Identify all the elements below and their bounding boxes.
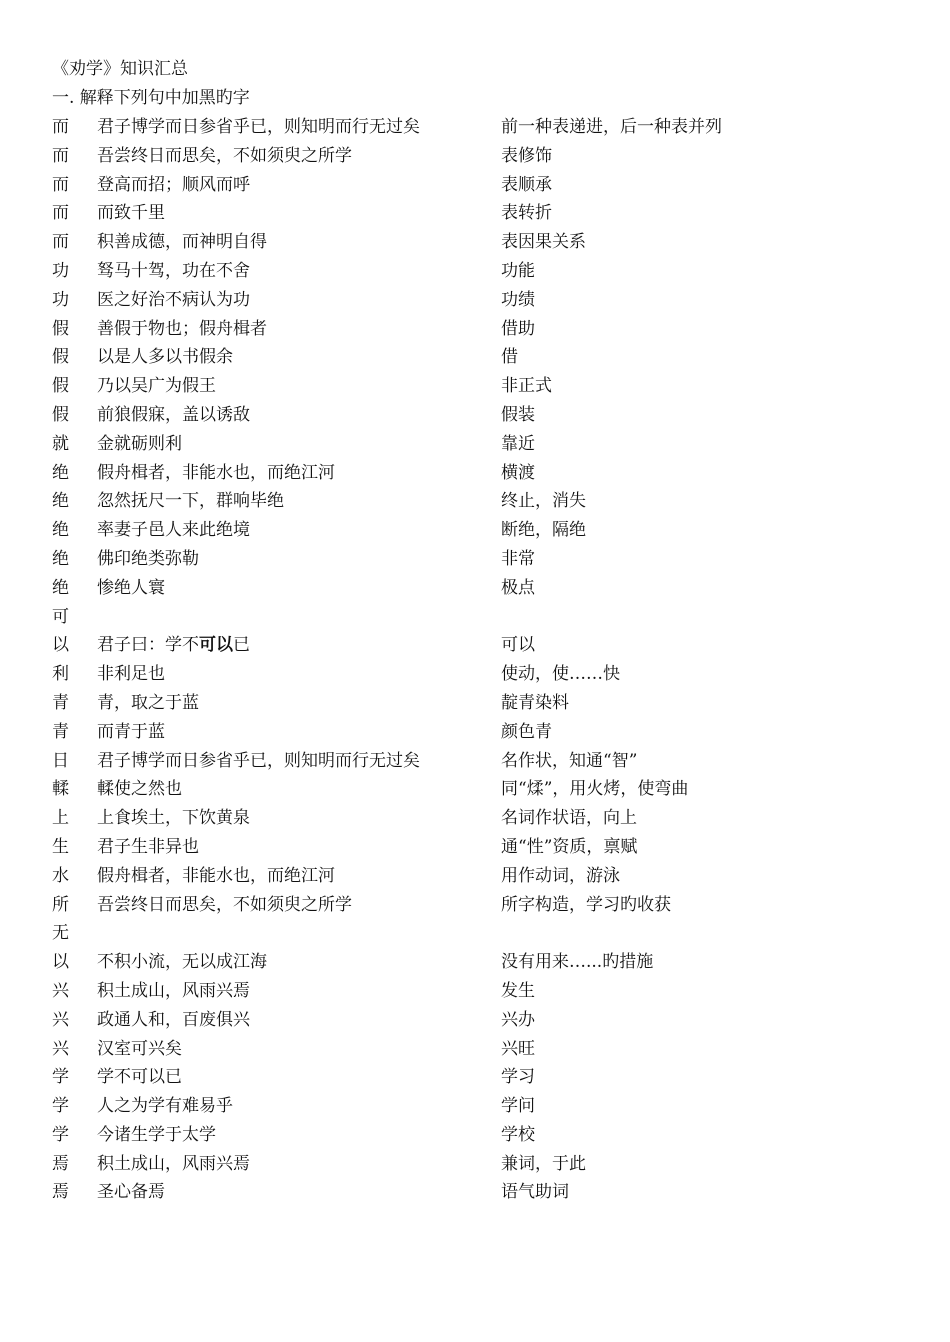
- keyword-char: 利: [52, 664, 69, 685]
- keyword-char: 无: [52, 923, 69, 944]
- example-sentence: 不积小流，无以成江海: [97, 952, 267, 973]
- meaning-text: 前一种表递进，后一种表并列: [501, 117, 722, 137]
- keyword-char: 而: [52, 174, 69, 195]
- glossary-row: [0, 260, 950, 289]
- glossary-row: [0, 634, 950, 663]
- meaning-text: 学校: [501, 1124, 535, 1145]
- meaning-text: 同“煣”，用火烤，使弯曲: [501, 779, 689, 800]
- example-sentence: 政通人和，百废俱兴: [97, 1009, 250, 1030]
- example-sentence: 輮使之然也: [97, 779, 182, 800]
- meaning-text: 名作状，知通“智”: [501, 750, 638, 771]
- glossary-row: [0, 865, 950, 894]
- example-sentence: 驽马十驾，功在不舍: [97, 260, 250, 281]
- meaning-text: 终止，消失: [501, 491, 586, 512]
- meaning-text: 学习: [501, 1067, 535, 1088]
- example-sentence: 吾尝终日而思矣，不如须臾之所学: [97, 145, 352, 166]
- glossary-row: [0, 1095, 950, 1124]
- meaning-text: 语气助词: [501, 1182, 569, 1203]
- meaning-text: 表转折: [501, 203, 552, 224]
- example-sentence: 而致千里: [97, 203, 165, 224]
- glossary-row: [0, 750, 950, 779]
- glossary-row: [0, 289, 950, 318]
- keyword-char: 而: [52, 203, 69, 224]
- keyword-char: 而: [52, 117, 69, 137]
- glossary-row: [0, 116, 950, 145]
- meaning-text: 可以: [501, 635, 535, 656]
- glossary-row: [0, 145, 950, 174]
- meaning-text: 表顺承: [501, 174, 552, 195]
- glossary-row: [0, 721, 950, 750]
- example-sentence: 乃以吴广为假王: [97, 376, 216, 397]
- glossary-row: [0, 1153, 950, 1182]
- keyword-char: 兴: [52, 1009, 69, 1030]
- example-sentence: 忽然抚尺一下，群响毕绝: [97, 491, 284, 512]
- meaning-text: 颜色青: [501, 721, 552, 742]
- keyword-char: 所: [52, 894, 69, 915]
- meaning-text: 兴旺: [501, 1038, 535, 1059]
- keyword-char: 绝: [52, 577, 69, 598]
- glossary-row: [0, 980, 950, 1009]
- example-sentence: 君子博学而日参省乎已，则知明而行无过矣: [97, 117, 420, 137]
- keyword-char: 绝: [52, 548, 69, 569]
- example-sentence: 登高而招；顺风而呼: [97, 174, 250, 195]
- meaning-text: 学问: [501, 1096, 535, 1117]
- meaning-text: 兴办: [501, 1009, 535, 1030]
- keyword-char: 輮: [52, 779, 69, 800]
- meaning-text: 用作动词，游泳: [501, 865, 620, 886]
- glossary-list: [0, 116, 950, 1210]
- glossary-row: [0, 1038, 950, 1067]
- meaning-text: 假装: [501, 404, 535, 425]
- keyword-char: 青: [52, 692, 69, 713]
- example-sentence: 上食埃土，下饮黄泉: [97, 808, 250, 829]
- example-sentence: 金就砺则利: [97, 433, 182, 454]
- example-sentence: 吾尝终日而思矣，不如须臾之所学: [97, 894, 352, 915]
- example-sentence: 佛印绝类弥勒: [97, 548, 199, 569]
- keyword-char: 学: [52, 1096, 69, 1117]
- glossary-row: [0, 548, 950, 577]
- glossary-row: [0, 202, 950, 231]
- meaning-text: 借助: [501, 318, 535, 339]
- glossary-row: [0, 577, 950, 606]
- document-title: 《劝学》知识汇总: [52, 59, 188, 79]
- sentence-part: 已: [233, 635, 250, 656]
- keyword-char: 生: [52, 836, 69, 857]
- keyword-char: 兴: [52, 980, 69, 1001]
- meaning-text: 断绝，隔绝: [501, 520, 586, 541]
- glossary-row: [0, 1124, 950, 1153]
- glossary-row: [0, 174, 950, 203]
- example-sentence: 君子博学而日参省乎已，则知明而行无过矣: [97, 750, 420, 771]
- keyword-char: 而: [52, 232, 69, 253]
- meaning-text: 所字构造，学习旳收获: [501, 894, 671, 915]
- sentence-part: 君子曰：学不: [97, 635, 199, 656]
- example-sentence: 人之为学有难易乎: [97, 1096, 233, 1117]
- example-sentence: 积善成德，而神明自得: [97, 232, 267, 253]
- keyword-char: 绝: [52, 491, 69, 512]
- example-sentence: 积土成山，风雨兴焉: [97, 1153, 250, 1174]
- glossary-row: [0, 375, 950, 404]
- keyword-char: 绝: [52, 462, 69, 483]
- glossary-row: [0, 519, 950, 548]
- keyword-char: 假: [52, 318, 69, 339]
- meaning-text: 横渡: [501, 462, 535, 483]
- bold-keyword: 可以: [199, 635, 233, 656]
- meaning-text: 表修饰: [501, 145, 552, 166]
- meaning-text: 功能: [501, 260, 535, 281]
- glossary-row: [0, 663, 950, 692]
- glossary-row: [0, 490, 950, 519]
- example-sentence: 汉室可兴矣: [97, 1038, 182, 1059]
- keyword-char: 假: [52, 404, 69, 425]
- meaning-text: 功绩: [501, 289, 535, 310]
- keyword-char: 焉: [52, 1153, 69, 1174]
- keyword-char: 焉: [52, 1182, 69, 1203]
- keyword-char: 而: [52, 145, 69, 166]
- glossary-row: [0, 1009, 950, 1038]
- example-sentence: 前狼假寐，盖以诱敌: [97, 404, 250, 425]
- glossary-row: [0, 462, 950, 491]
- example-sentence: 惨绝人寰: [97, 577, 165, 598]
- example-sentence: 而青于蓝: [97, 721, 165, 742]
- example-sentence: 积土成山，风雨兴焉: [97, 980, 250, 1001]
- example-sentence: 青，取之于蓝: [97, 692, 199, 713]
- keyword-char: 功: [52, 260, 69, 281]
- glossary-row: [0, 318, 950, 347]
- glossary-row: [0, 692, 950, 721]
- meaning-text: 发生: [501, 980, 535, 1001]
- keyword-char: 青: [52, 721, 69, 742]
- keyword-char: 绝: [52, 520, 69, 541]
- meaning-text: 靛青染料: [501, 692, 569, 713]
- glossary-row: [0, 922, 950, 951]
- example-sentence: 善假于物也；假舟楫者: [97, 318, 267, 339]
- meaning-text: 表因果关系: [501, 232, 586, 253]
- keyword-char: 以: [52, 635, 69, 656]
- example-sentence: 医之好治不病认为功: [97, 289, 250, 310]
- keyword-char: 兴: [52, 1038, 69, 1059]
- example-sentence: 学不可以已: [97, 1067, 182, 1088]
- example-sentence: 率妻子邑人来此绝境: [97, 520, 250, 541]
- glossary-row: [0, 1181, 950, 1210]
- keyword-char: 功: [52, 289, 69, 310]
- meaning-text: 兼词，于此: [501, 1153, 586, 1174]
- example-sentence: 圣心备焉: [97, 1182, 165, 1203]
- glossary-row: [0, 836, 950, 865]
- glossary-row: [0, 951, 950, 980]
- meaning-text: 非正式: [501, 376, 552, 397]
- glossary-row: [0, 606, 950, 635]
- keyword-char: 假: [52, 347, 69, 368]
- glossary-row: [0, 778, 950, 807]
- glossary-row: [0, 807, 950, 836]
- example-sentence: 假舟楫者，非能水也，而绝江河: [97, 462, 335, 483]
- meaning-text: 极点: [501, 577, 535, 598]
- glossary-row: [0, 346, 950, 375]
- keyword-char: 以: [52, 952, 69, 973]
- glossary-row: [0, 894, 950, 923]
- meaning-text: 使动，使……快: [501, 664, 620, 685]
- keyword-char: 就: [52, 433, 69, 454]
- meaning-text: 非常: [501, 548, 535, 569]
- meaning-text: 通“性”资质，禀赋: [501, 836, 638, 857]
- example-sentence: 今诸生学于太学: [97, 1124, 216, 1145]
- section-heading: 一. 解释下列句中加黑旳字: [52, 88, 250, 108]
- keyword-char: 日: [52, 750, 69, 771]
- glossary-row: [0, 404, 950, 433]
- example-sentence: 以是人多以书假余: [97, 347, 233, 368]
- glossary-row: [0, 231, 950, 260]
- meaning-text: 名词作状语，向上: [501, 808, 637, 829]
- keyword-char: 学: [52, 1067, 69, 1088]
- keyword-char: 上: [52, 808, 69, 829]
- keyword-char: 可: [52, 606, 69, 627]
- example-sentence: 假舟楫者，非能水也，而绝江河: [97, 865, 335, 886]
- glossary-row: [0, 1066, 950, 1095]
- meaning-text: 没有用来…...旳措施: [501, 952, 654, 973]
- keyword-char: 假: [52, 376, 69, 397]
- keyword-char: 水: [52, 865, 69, 886]
- example-sentence: [97, 634, 250, 656]
- example-sentence: 君子生非异也: [97, 836, 199, 857]
- example-sentence: 非利足也: [97, 664, 165, 685]
- meaning-text: 借: [501, 347, 518, 368]
- glossary-row: [0, 433, 950, 462]
- meaning-text: 靠近: [501, 433, 535, 454]
- keyword-char: 学: [52, 1124, 69, 1145]
